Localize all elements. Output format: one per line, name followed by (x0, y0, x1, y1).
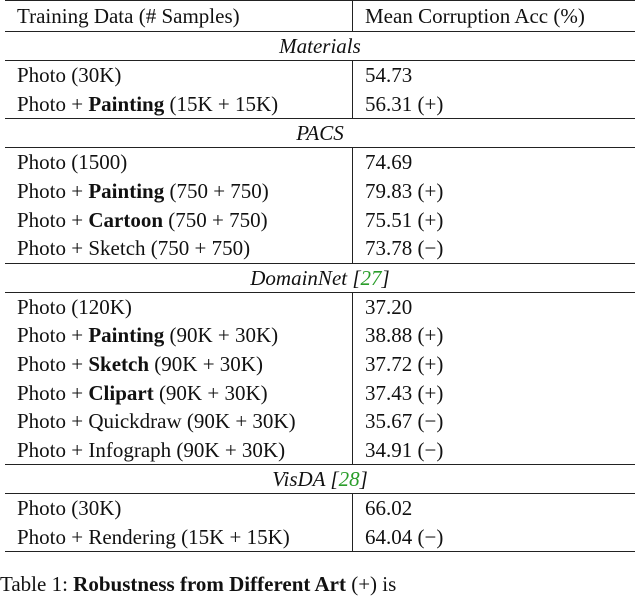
training-data-text: Photo + (17, 179, 89, 204)
training-data-cell (5, 436, 353, 465)
section-name: DomainNet (250, 265, 348, 290)
added-domain-bold: Painting (88, 323, 165, 348)
header-training-data: Training Data (# Samples) (5, 0, 353, 32)
accuracy-value: 64.04 (365, 525, 413, 550)
added-domain-bold: Painting (88, 91, 165, 116)
table-bottom-rule (5, 551, 635, 552)
sample-count-text: (90K + 30K) (149, 352, 263, 377)
effect-sign: (−) (417, 437, 444, 462)
accuracy-value: 79.83 (365, 179, 413, 204)
accuracy-cell (353, 523, 636, 552)
section-name: VisDA (272, 467, 326, 492)
table-row (5, 407, 635, 436)
training-data-text: Photo + Sketch (750 + 750) (17, 236, 251, 261)
accuracy-value: 38.88 (365, 323, 413, 348)
table-row (5, 436, 635, 465)
accuracy-cell (353, 350, 636, 379)
added-domain-bold: Clipart (88, 380, 154, 405)
table-body (5, 32, 635, 552)
citation-bracket: ] (381, 265, 390, 290)
training-data-cell (5, 292, 353, 321)
table-caption (0, 572, 396, 597)
caption-bold: Robustness from Different Art (73, 572, 346, 596)
training-data-text: Photo + (17, 380, 89, 405)
training-data-cell (5, 350, 353, 379)
section-title (5, 465, 635, 494)
accuracy-value: 34.91 (365, 437, 413, 462)
table-row (5, 321, 635, 350)
accuracy-cell (353, 61, 636, 90)
training-data-cell (5, 148, 353, 177)
effect-sign: (+) (417, 323, 444, 348)
table-row (5, 350, 635, 379)
training-data-cell (5, 177, 353, 206)
accuracy-cell (353, 90, 636, 119)
training-data-text: Photo (30K) (17, 63, 122, 88)
added-domain-bold: Painting (88, 179, 165, 204)
training-data-cell (5, 407, 353, 436)
effect-sign: (+) (417, 179, 444, 204)
effect-sign: (−) (417, 409, 444, 434)
section-name: PACS (296, 121, 344, 146)
accuracy-cell (353, 292, 636, 321)
section-row (5, 263, 635, 292)
training-data-cell (5, 378, 353, 407)
accuracy-cell (353, 177, 636, 206)
training-data-cell (5, 61, 353, 90)
effect-sign: (+) (417, 207, 444, 232)
effect-sign: (+) (417, 91, 444, 116)
accuracy-cell (353, 494, 636, 523)
training-data-cell (5, 494, 353, 523)
training-data-cell (5, 90, 353, 119)
section-title (5, 119, 635, 148)
training-data-text: Photo + Infograph (90K + 30K) (17, 437, 286, 462)
training-data-cell (5, 523, 353, 552)
section-title (5, 263, 635, 292)
training-data-text: Photo + Rendering (15K + 15K) (17, 525, 290, 550)
effect-sign: (−) (417, 236, 444, 261)
accuracy-value: 74.69 (365, 150, 413, 175)
training-data-text: Photo (120K) (17, 294, 132, 319)
accuracy-value: 37.43 (365, 380, 413, 405)
added-domain-bold: Sketch (88, 352, 150, 377)
citation-bracket: [ (347, 265, 361, 290)
accuracy-value: 37.20 (365, 294, 413, 319)
caption-suffix: (+) is (351, 572, 397, 596)
table-row (5, 90, 635, 119)
accuracy-value: 75.51 (365, 207, 413, 232)
section-title (5, 32, 635, 61)
effect-sign: (−) (417, 525, 444, 550)
table-row (5, 292, 635, 321)
accuracy-value: 56.31 (365, 91, 413, 116)
section-row (5, 32, 635, 61)
training-data-text: Photo + (17, 207, 89, 232)
citation-link[interactable]: 27 (360, 265, 382, 290)
table-row (5, 234, 635, 263)
table-row (5, 148, 635, 177)
accuracy-value: 54.73 (365, 63, 413, 88)
accuracy-cell (353, 436, 636, 465)
effect-sign: (+) (417, 380, 444, 405)
citation-bracket: [ (325, 467, 339, 492)
table-row (5, 177, 635, 206)
section-row (5, 465, 635, 494)
accuracy-value: 66.02 (365, 496, 413, 521)
section-name: Materials (279, 34, 361, 58)
citation-bracket: ] (359, 467, 368, 492)
added-domain-bold: Cartoon (88, 207, 164, 232)
training-data-cell (5, 205, 353, 234)
training-data-cell (5, 321, 353, 350)
accuracy-value: 35.67 (365, 409, 413, 434)
section-row (5, 119, 635, 148)
caption-prefix: Table 1: (0, 572, 68, 596)
effect-sign: (+) (417, 352, 444, 377)
training-data-text: Photo + (17, 323, 89, 348)
training-data-text: Photo (1500) (17, 150, 128, 175)
sample-count-text: (750 + 750) (164, 179, 269, 204)
training-data-text: Photo + Quickdraw (90K + 30K) (17, 409, 296, 434)
sample-count-text: (90K + 30K) (153, 380, 268, 405)
training-data-text: Photo + (17, 352, 89, 377)
header-mean-corruption-acc: Mean Corruption Acc (%) (353, 0, 636, 32)
results-table (5, 0, 635, 551)
accuracy-cell (353, 205, 636, 234)
accuracy-cell (353, 378, 636, 407)
accuracy-cell (353, 234, 636, 263)
training-data-cell (5, 234, 353, 263)
table-row (5, 378, 635, 407)
accuracy-value: 37.72 (365, 352, 413, 377)
table-row (5, 205, 635, 234)
accuracy-cell (353, 148, 636, 177)
accuracy-cell (353, 321, 636, 350)
accuracy-cell (353, 407, 636, 436)
citation-link[interactable]: 28 (338, 467, 360, 492)
training-data-text: Photo (30K) (17, 496, 122, 521)
training-data-text: Photo + (17, 91, 89, 116)
accuracy-value: 73.78 (365, 236, 413, 261)
sample-count-text: (750 + 750) (163, 207, 268, 232)
table-row (5, 523, 635, 552)
table-row (5, 494, 635, 523)
sample-count-text: (15K + 15K) (164, 91, 279, 116)
sample-count-text: (90K + 30K) (164, 323, 279, 348)
header-row (5, 0, 635, 32)
table-row (5, 61, 635, 90)
